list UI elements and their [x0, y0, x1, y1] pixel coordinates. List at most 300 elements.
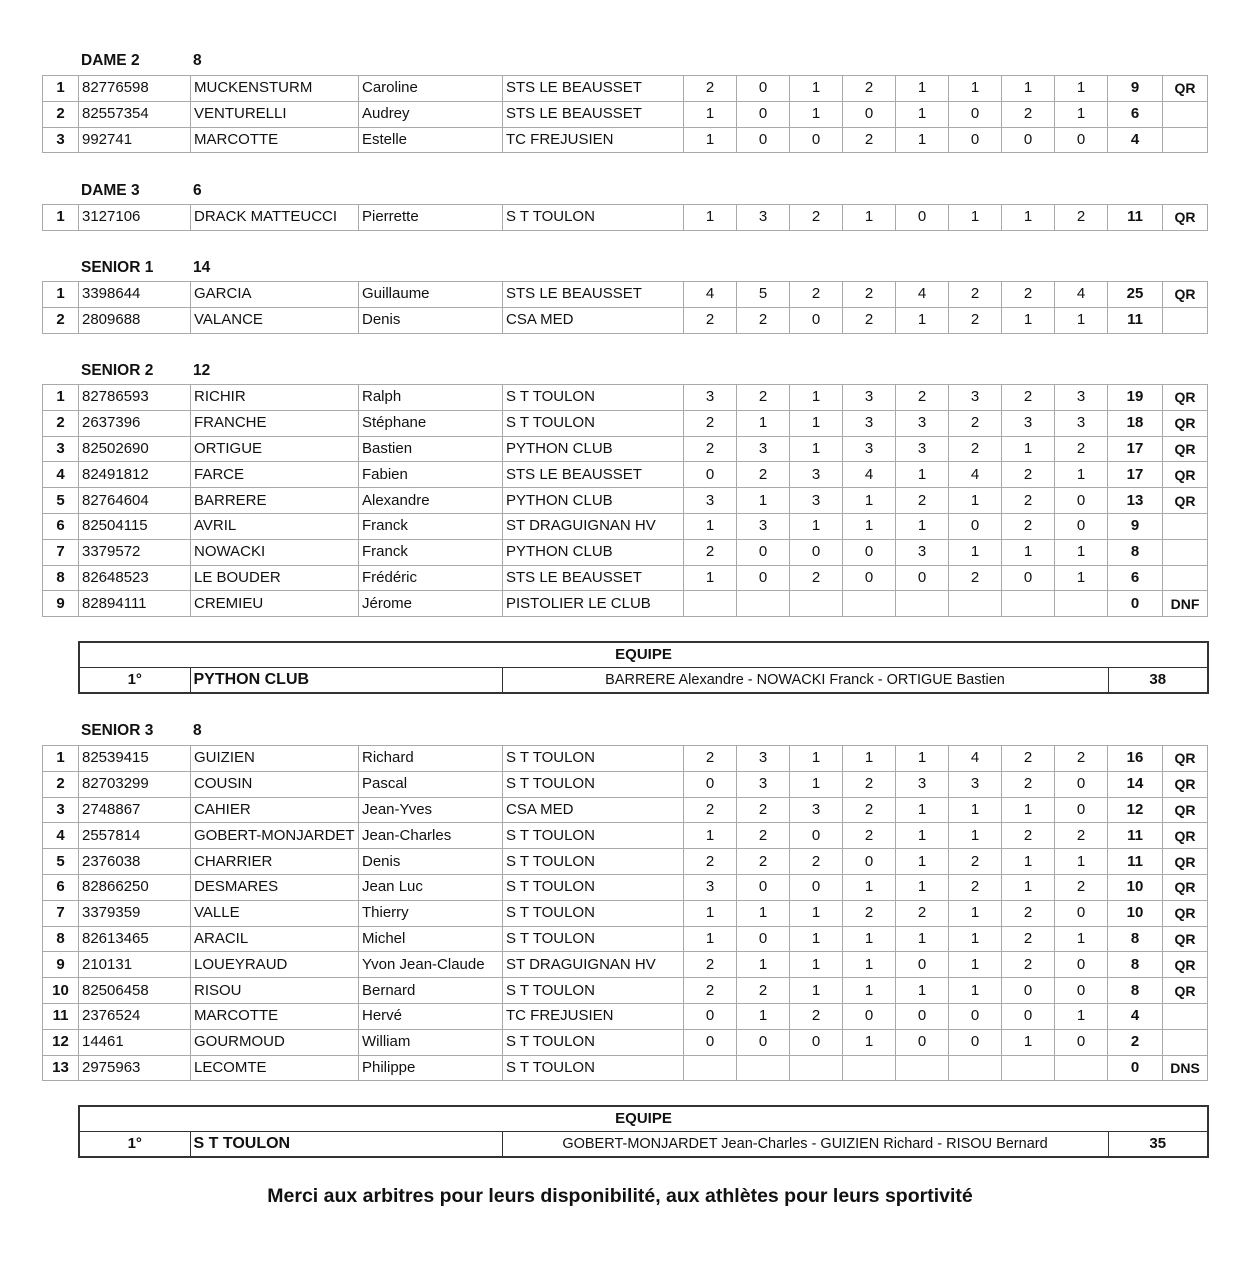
- score-cell: 3: [896, 539, 949, 565]
- score-cell: 2: [737, 823, 790, 849]
- lastname-cell: AVRIL: [191, 513, 359, 539]
- score-cell: 3: [843, 410, 896, 436]
- category-header: [0, 358, 1240, 384]
- rank-cell: 3: [43, 797, 79, 823]
- rank-cell: 2: [43, 771, 79, 797]
- qualification-cell: QR: [1163, 205, 1208, 231]
- score-cell: [949, 1055, 1002, 1081]
- license-cell: 82539415: [79, 746, 191, 772]
- total-cell: 9: [1108, 76, 1163, 102]
- total-cell: 19: [1108, 385, 1163, 411]
- score-cell: 0: [949, 101, 1002, 127]
- license-cell: 2637396: [79, 410, 191, 436]
- category-count: 8: [193, 52, 202, 69]
- table-row: [43, 978, 1208, 1004]
- score-cell: 0: [1055, 978, 1108, 1004]
- firstname-cell: Franck: [359, 539, 503, 565]
- score-cell: 2: [684, 76, 737, 102]
- rank-cell: 11: [43, 1003, 79, 1029]
- score-cell: 1: [896, 101, 949, 127]
- rank-cell: 12: [43, 1029, 79, 1055]
- firstname-cell: Audrey: [359, 101, 503, 127]
- rank-cell: 1: [43, 282, 79, 308]
- score-cell: 2: [737, 849, 790, 875]
- lastname-cell: MUCKENSTURM: [191, 76, 359, 102]
- score-cell: 3: [896, 410, 949, 436]
- club-cell: S T TOULON: [503, 823, 684, 849]
- score-cell: 4: [843, 462, 896, 488]
- club-cell: S T TOULON: [503, 978, 684, 1004]
- score-cell: 3: [949, 385, 1002, 411]
- score-cell: 0: [896, 1003, 949, 1029]
- category-name: SENIOR 1: [81, 259, 154, 276]
- lastname-cell: VALANCE: [191, 307, 359, 333]
- score-cell: 0: [843, 539, 896, 565]
- team-score: 38: [1108, 668, 1208, 694]
- score-cell: 1: [790, 436, 843, 462]
- club-cell: PYTHON CLUB: [503, 488, 684, 514]
- score-cell: 1: [1055, 926, 1108, 952]
- qualification-cell: QR: [1163, 282, 1208, 308]
- qualification-cell: QR: [1163, 488, 1208, 514]
- lastname-cell: LECOMTE: [191, 1055, 359, 1081]
- lastname-cell: CREMIEU: [191, 591, 359, 617]
- score-cell: 1: [949, 76, 1002, 102]
- team-club: PYTHON CLUB: [190, 668, 502, 694]
- qualification-cell: DNS: [1163, 1055, 1208, 1081]
- lastname-cell: RICHIR: [191, 385, 359, 411]
- score-cell: 1: [843, 205, 896, 231]
- score-cell: [896, 591, 949, 617]
- score-cell: 1: [737, 410, 790, 436]
- club-cell: S T TOULON: [503, 1055, 684, 1081]
- category-name: DAME 2: [81, 52, 140, 69]
- score-cell: 2: [790, 282, 843, 308]
- club-cell: PYTHON CLUB: [503, 436, 684, 462]
- score-cell: 3: [896, 771, 949, 797]
- license-cell: 82613465: [79, 926, 191, 952]
- score-cell: 1: [684, 823, 737, 849]
- table-row: [43, 1003, 1208, 1029]
- score-cell: 3: [684, 874, 737, 900]
- club-cell: PISTOLIER LE CLUB: [503, 591, 684, 617]
- total-cell: 11: [1108, 823, 1163, 849]
- team-title: EQUIPE: [79, 642, 1208, 668]
- total-cell: 0: [1108, 591, 1163, 617]
- score-cell: 2: [1002, 823, 1055, 849]
- table-row: [43, 513, 1208, 539]
- license-cell: 82764604: [79, 488, 191, 514]
- score-cell: 3: [949, 771, 1002, 797]
- table-row: [43, 462, 1208, 488]
- score-cell: 0: [684, 1029, 737, 1055]
- score-cell: 0: [896, 565, 949, 591]
- score-cell: 2: [1055, 823, 1108, 849]
- score-cell: 1: [684, 513, 737, 539]
- score-cell: 0: [737, 926, 790, 952]
- score-cell: 1: [1002, 205, 1055, 231]
- table-row: [43, 205, 1208, 231]
- category-name: SENIOR 2: [81, 362, 154, 379]
- club-cell: STS LE BEAUSSET: [503, 282, 684, 308]
- team-title-row: [79, 1106, 1208, 1132]
- score-cell: 2: [843, 282, 896, 308]
- rank-cell: 5: [43, 488, 79, 514]
- qualification-cell: QR: [1163, 849, 1208, 875]
- rank-cell: 1: [43, 385, 79, 411]
- score-cell: 0: [790, 874, 843, 900]
- category-header: [0, 255, 1240, 281]
- qualification-cell: [1163, 1029, 1208, 1055]
- rank-cell: 3: [43, 127, 79, 153]
- score-cell: 1: [737, 952, 790, 978]
- lastname-cell: GOBERT-MONJARDET: [191, 823, 359, 849]
- score-cell: 2: [843, 76, 896, 102]
- table-row: [43, 282, 1208, 308]
- score-cell: 2: [684, 952, 737, 978]
- rank-cell: 8: [43, 926, 79, 952]
- score-cell: 0: [949, 127, 1002, 153]
- team-ranking-table: [78, 1105, 1209, 1158]
- score-cell: 1: [896, 978, 949, 1004]
- total-cell: 8: [1108, 978, 1163, 1004]
- club-cell: S T TOULON: [503, 1029, 684, 1055]
- total-cell: 17: [1108, 462, 1163, 488]
- score-cell: 0: [790, 823, 843, 849]
- lastname-cell: GOURMOUD: [191, 1029, 359, 1055]
- qualification-cell: QR: [1163, 385, 1208, 411]
- score-cell: 3: [1002, 410, 1055, 436]
- firstname-cell: Guillaume: [359, 282, 503, 308]
- score-cell: 0: [949, 1003, 1002, 1029]
- score-cell: 2: [1055, 874, 1108, 900]
- results-table: [42, 281, 1208, 334]
- rank-cell: 6: [43, 874, 79, 900]
- score-cell: [1002, 591, 1055, 617]
- firstname-cell: Bernard: [359, 978, 503, 1004]
- score-cell: 1: [790, 385, 843, 411]
- rank-cell: 2: [43, 101, 79, 127]
- score-cell: 1: [1002, 539, 1055, 565]
- rank-cell: 4: [43, 823, 79, 849]
- score-cell: 5: [737, 282, 790, 308]
- table-row: [43, 746, 1208, 772]
- firstname-cell: Jean-Charles: [359, 823, 503, 849]
- firstname-cell: Michel: [359, 926, 503, 952]
- score-cell: 0: [896, 1029, 949, 1055]
- score-cell: 2: [843, 797, 896, 823]
- score-cell: 1: [1002, 874, 1055, 900]
- license-cell: 82506458: [79, 978, 191, 1004]
- qualification-cell: QR: [1163, 771, 1208, 797]
- license-cell: 82894111: [79, 591, 191, 617]
- score-cell: 2: [1002, 488, 1055, 514]
- score-cell: 2: [1002, 513, 1055, 539]
- firstname-cell: Pierrette: [359, 205, 503, 231]
- club-cell: S T TOULON: [503, 385, 684, 411]
- firstname-cell: Stéphane: [359, 410, 503, 436]
- table-row: [43, 101, 1208, 127]
- score-cell: 1: [1002, 307, 1055, 333]
- club-cell: PYTHON CLUB: [503, 539, 684, 565]
- score-cell: 0: [843, 849, 896, 875]
- score-cell: 2: [737, 385, 790, 411]
- rank-cell: 9: [43, 591, 79, 617]
- team-title-row: [79, 642, 1208, 668]
- club-cell: ST DRAGUIGNAN HV: [503, 952, 684, 978]
- club-cell: S T TOULON: [503, 771, 684, 797]
- firstname-cell: Hervé: [359, 1003, 503, 1029]
- rank-cell: 1: [43, 205, 79, 231]
- score-cell: 1: [949, 797, 1002, 823]
- score-cell: 1: [949, 205, 1002, 231]
- qualification-cell: [1163, 101, 1208, 127]
- score-cell: 1: [737, 900, 790, 926]
- table-row: [43, 771, 1208, 797]
- table-row: [43, 539, 1208, 565]
- score-cell: 1: [684, 900, 737, 926]
- table-row: [43, 849, 1208, 875]
- total-cell: 2: [1108, 1029, 1163, 1055]
- team-score: 35: [1108, 1132, 1208, 1158]
- license-cell: 82557354: [79, 101, 191, 127]
- total-cell: 11: [1108, 849, 1163, 875]
- license-cell: 2557814: [79, 823, 191, 849]
- category-header: [0, 718, 1240, 744]
- category-count: 6: [193, 182, 202, 199]
- score-cell: 2: [790, 565, 843, 591]
- score-cell: 2: [684, 436, 737, 462]
- score-cell: 1: [1055, 462, 1108, 488]
- score-cell: 2: [1002, 746, 1055, 772]
- total-cell: 25: [1108, 282, 1163, 308]
- firstname-cell: Bastien: [359, 436, 503, 462]
- score-cell: 0: [737, 76, 790, 102]
- rank-cell: 10: [43, 978, 79, 1004]
- score-cell: [896, 1055, 949, 1081]
- results-table: [42, 75, 1208, 153]
- lastname-cell: COUSIN: [191, 771, 359, 797]
- category-name: DAME 3: [81, 182, 140, 199]
- table-row: [43, 926, 1208, 952]
- rank-cell: 4: [43, 462, 79, 488]
- qualification-cell: QR: [1163, 76, 1208, 102]
- category-header: [0, 178, 1240, 204]
- total-cell: 14: [1108, 771, 1163, 797]
- score-cell: 3: [737, 746, 790, 772]
- score-cell: [790, 1055, 843, 1081]
- score-cell: 0: [790, 127, 843, 153]
- table-row: [43, 410, 1208, 436]
- total-cell: 8: [1108, 952, 1163, 978]
- category-name: SENIOR 3: [81, 722, 154, 739]
- license-cell: 82786593: [79, 385, 191, 411]
- table-row: [43, 127, 1208, 153]
- license-cell: 3398644: [79, 282, 191, 308]
- score-cell: 1: [896, 307, 949, 333]
- score-cell: 1: [843, 926, 896, 952]
- license-cell: 3379572: [79, 539, 191, 565]
- score-cell: 1: [1055, 307, 1108, 333]
- lastname-cell: FARCE: [191, 462, 359, 488]
- table-row: [43, 385, 1208, 411]
- qualification-cell: [1163, 127, 1208, 153]
- firstname-cell: Yvon Jean-Claude: [359, 952, 503, 978]
- firstname-cell: Jean Luc: [359, 874, 503, 900]
- table-row: [43, 952, 1208, 978]
- club-cell: S T TOULON: [503, 746, 684, 772]
- license-cell: 82504115: [79, 513, 191, 539]
- score-cell: 1: [949, 823, 1002, 849]
- score-cell: 2: [843, 771, 896, 797]
- score-cell: 1: [790, 900, 843, 926]
- score-cell: 0: [1002, 978, 1055, 1004]
- score-cell: 0: [1002, 127, 1055, 153]
- score-cell: 1: [1055, 539, 1108, 565]
- score-cell: 0: [790, 1029, 843, 1055]
- lastname-cell: FRANCHE: [191, 410, 359, 436]
- score-cell: 0: [1055, 513, 1108, 539]
- score-cell: 1: [843, 513, 896, 539]
- license-cell: 82703299: [79, 771, 191, 797]
- total-cell: 4: [1108, 127, 1163, 153]
- score-cell: 0: [1055, 1029, 1108, 1055]
- license-cell: 992741: [79, 127, 191, 153]
- results-table: [42, 745, 1208, 1081]
- score-cell: 0: [737, 101, 790, 127]
- score-cell: 1: [1055, 849, 1108, 875]
- score-cell: 0: [1002, 565, 1055, 591]
- score-cell: 0: [790, 307, 843, 333]
- score-cell: 2: [790, 1003, 843, 1029]
- qualification-cell: QR: [1163, 410, 1208, 436]
- club-cell: STS LE BEAUSSET: [503, 462, 684, 488]
- license-cell: 2376038: [79, 849, 191, 875]
- score-cell: 0: [1055, 771, 1108, 797]
- qualification-cell: [1163, 1003, 1208, 1029]
- score-cell: 1: [684, 565, 737, 591]
- score-cell: 2: [790, 205, 843, 231]
- score-cell: 2: [1002, 462, 1055, 488]
- score-cell: 2: [1002, 385, 1055, 411]
- score-cell: 1: [1055, 76, 1108, 102]
- score-cell: 4: [949, 746, 1002, 772]
- license-cell: 82648523: [79, 565, 191, 591]
- qualification-cell: QR: [1163, 952, 1208, 978]
- rank-cell: 7: [43, 900, 79, 926]
- total-cell: 11: [1108, 205, 1163, 231]
- club-cell: STS LE BEAUSSET: [503, 101, 684, 127]
- score-cell: 0: [737, 539, 790, 565]
- qualification-cell: [1163, 565, 1208, 591]
- qualification-cell: [1163, 307, 1208, 333]
- score-cell: 3: [790, 462, 843, 488]
- table-row: [43, 823, 1208, 849]
- score-cell: 0: [949, 513, 1002, 539]
- score-cell: 1: [896, 462, 949, 488]
- lastname-cell: CHARRIER: [191, 849, 359, 875]
- total-cell: 18: [1108, 410, 1163, 436]
- rank-cell: 7: [43, 539, 79, 565]
- score-cell: 2: [949, 849, 1002, 875]
- license-cell: 3127106: [79, 205, 191, 231]
- total-cell: 6: [1108, 101, 1163, 127]
- lastname-cell: BARRERE: [191, 488, 359, 514]
- score-cell: 0: [684, 462, 737, 488]
- score-cell: 1: [843, 978, 896, 1004]
- score-cell: 1: [843, 488, 896, 514]
- score-cell: [737, 591, 790, 617]
- rank-cell: 1: [43, 76, 79, 102]
- score-cell: 1: [684, 127, 737, 153]
- club-cell: S T TOULON: [503, 205, 684, 231]
- score-cell: 1: [790, 410, 843, 436]
- table-row: [43, 76, 1208, 102]
- firstname-cell: Jean-Yves: [359, 797, 503, 823]
- rank-cell: 1: [43, 746, 79, 772]
- category-count: 14: [193, 259, 211, 276]
- score-cell: [1002, 1055, 1055, 1081]
- lastname-cell: DESMARES: [191, 874, 359, 900]
- license-cell: 82491812: [79, 462, 191, 488]
- lastname-cell: ORTIGUE: [191, 436, 359, 462]
- lastname-cell: LOUEYRAUD: [191, 952, 359, 978]
- qualification-cell: QR: [1163, 926, 1208, 952]
- category-header: [0, 48, 1240, 74]
- license-cell: 210131: [79, 952, 191, 978]
- score-cell: 3: [896, 436, 949, 462]
- score-cell: 2: [1002, 926, 1055, 952]
- score-cell: 1: [843, 746, 896, 772]
- score-cell: [790, 591, 843, 617]
- score-cell: 1: [896, 849, 949, 875]
- score-cell: 2: [684, 539, 737, 565]
- table-row: [43, 1055, 1208, 1081]
- table-row: [43, 900, 1208, 926]
- table-row: [43, 1029, 1208, 1055]
- firstname-cell: Richard: [359, 746, 503, 772]
- team-ranking-table: [78, 641, 1209, 694]
- score-cell: 3: [684, 385, 737, 411]
- score-cell: 2: [896, 385, 949, 411]
- score-cell: 2: [684, 746, 737, 772]
- score-cell: [1055, 591, 1108, 617]
- firstname-cell: Estelle: [359, 127, 503, 153]
- score-cell: 2: [737, 307, 790, 333]
- score-cell: 2: [1002, 952, 1055, 978]
- license-cell: 14461: [79, 1029, 191, 1055]
- score-cell: 1: [896, 926, 949, 952]
- total-cell: 8: [1108, 539, 1163, 565]
- score-cell: 2: [949, 565, 1002, 591]
- lastname-cell: VENTURELLI: [191, 101, 359, 127]
- score-cell: 1: [1002, 76, 1055, 102]
- score-cell: 2: [684, 410, 737, 436]
- score-cell: 2: [1002, 900, 1055, 926]
- score-cell: 4: [1055, 282, 1108, 308]
- score-cell: 2: [1002, 101, 1055, 127]
- rank-cell: 5: [43, 849, 79, 875]
- score-cell: [843, 591, 896, 617]
- firstname-cell: Franck: [359, 513, 503, 539]
- score-cell: 1: [737, 1003, 790, 1029]
- qualification-cell: QR: [1163, 462, 1208, 488]
- score-cell: [684, 591, 737, 617]
- score-cell: 0: [684, 771, 737, 797]
- total-cell: 8: [1108, 926, 1163, 952]
- lastname-cell: GUIZIEN: [191, 746, 359, 772]
- category-count: 8: [193, 722, 202, 739]
